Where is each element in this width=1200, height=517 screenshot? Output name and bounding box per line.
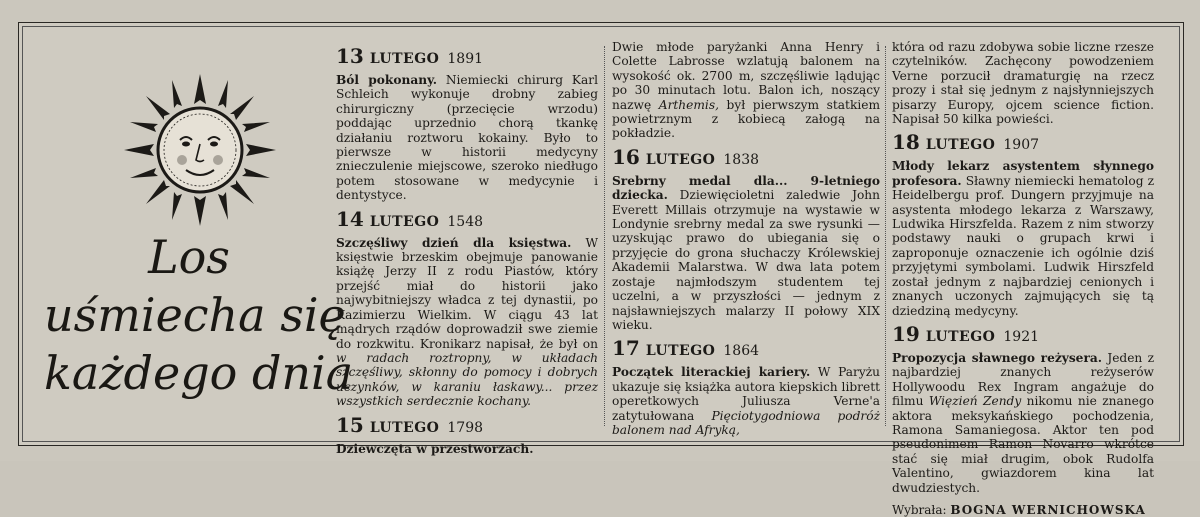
- entry-body: Niemiecki chirurg Karl Schleich wykonuje drobny zabieg chirurgiczny (przecięcie wrzodu) poddając uprzednio chorą tkankę działaniu roztworu kokainy. Było to pierwsze w historii medycyny znieczulenie miejscowe, szeroko niedługo potem stosowane w medycynie i dentystyce.: [336, 73, 598, 203]
- sun-icon: [120, 70, 280, 230]
- entry-text: [892, 159, 1154, 317]
- signature-name: BOGNA WERNICHOWSKA: [950, 502, 1146, 517]
- sun-face-illustration: [120, 70, 280, 230]
- entry-text: [612, 365, 880, 437]
- entry-month: LUTEGO: [645, 151, 716, 168]
- entry-day: 13: [336, 44, 364, 68]
- column-3: [892, 40, 1154, 517]
- balloon-name: Arthemis,: [658, 97, 719, 112]
- column-divider: [604, 46, 605, 426]
- entry-month: LUTEGO: [369, 419, 440, 436]
- entry-lead: Propozycja sławnego reżysera.: [892, 350, 1102, 365]
- entry-lead: Młody lekarz asystentem słynnego profesora.: [892, 159, 1154, 188]
- entry-body: Jeden z najbardziej znanych reżyserów Hollywoodu Rex Ingram angażuje do filmu: [892, 350, 1154, 409]
- entry-heading: [336, 46, 598, 69]
- title-line-3: każdego dnia: [44, 346, 354, 400]
- entry-body-continued: która od razu zdobywa sobie liczne rzesze czytelników. Zachęcony powodzeniem Verne porzucił dramaturgię na rzecz prozy i stał się jednym z najsłynniejszych pisarzy Europy, ojcem science fiction. Napisał 50 kilka powieści.: [892, 40, 1154, 127]
- entry-text: [336, 236, 598, 409]
- entry-body-continued: był pierwszym statkiem powietrznym z kobiecą załogą na pokładzie.: [612, 97, 881, 141]
- title-line-2: uśmiecha się: [44, 288, 346, 342]
- entry-month: LUTEGO: [925, 137, 996, 154]
- book-title: Pięciotygodniowa podróż balonem nad Afryką,: [612, 408, 881, 437]
- entry-day: 19: [892, 321, 920, 346]
- entry-day: 15: [336, 412, 364, 437]
- entry-text: [892, 351, 1154, 495]
- entry-heading: [612, 144, 880, 170]
- entry-day: 16: [612, 144, 640, 169]
- entry-body: Dwie młode paryżanki Anna Henry i Colette Labrosse wzlatują balonem na wysokość ok. 2700 m, szczęśliwie lądując po 30 minutach lotu. Balon ich, noszący nazwę: [612, 40, 880, 112]
- entry-year: 1891: [447, 51, 484, 67]
- entry-heading: [336, 412, 598, 438]
- column-2: [612, 40, 880, 439]
- entry-year: 1907: [1003, 137, 1040, 154]
- entry-year: 1921: [1003, 328, 1040, 345]
- entry-day: 17: [612, 336, 640, 361]
- entry-day: 14: [336, 206, 364, 231]
- entry-month: LUTEGO: [369, 51, 440, 67]
- entry-heading: [336, 206, 598, 232]
- entry-year: 1864: [723, 343, 760, 360]
- entry-heading: [612, 338, 880, 361]
- entry-month: LUTEGO: [369, 213, 440, 230]
- entry-lead: Ból pokonany.: [336, 73, 438, 87]
- entry-day: 18: [892, 130, 920, 155]
- signature: [892, 503, 1154, 517]
- title-line-1: Los: [148, 230, 230, 284]
- entry-heading: [892, 321, 1154, 347]
- entry-text: [336, 73, 598, 203]
- entry-lead: Srebrny medal dla... 9-letniego dziecka.: [612, 173, 880, 203]
- entry-lead: Początek literackiej kariery.: [612, 365, 811, 380]
- entry-month: LUTEGO: [925, 328, 996, 345]
- entry-body: Sławny niemiecki hematolog z Heidelbergu prof. Dungern przyjmuje na asystenta młodego lekarza z Warszawy, Ludwika Hirszfelda. Razem z nim stworzy podstawy nauki o grupach krwi i zaproponuje oznaczenie ich ogólnie dziś przyjętymi symbolami. Ludwik Hirszfeld został jednym z najbardziej cenionych i znanych uczonych zajmujących się tą dziedziną medycyny.: [892, 173, 1155, 318]
- entry-text: [336, 442, 598, 456]
- entry-text: [892, 40, 1154, 126]
- entry-year: 1798: [447, 419, 484, 436]
- entry-body: W księstwie brzeskim obejmuje panowanie książę Jerzy II z rodu Piastów, który przejść miał do historii jako najwybitniejszy władca z tej dynastii, po Kazimierzu Wielkim. W ciągu 43 lat mądrych rządów doprowadził swe ziemie do rozkwitu. Kronikarz napisał, że był on: [336, 235, 598, 351]
- signature-label: Wybrała:: [892, 502, 947, 517]
- entry-heading: [892, 132, 1154, 155]
- entry-body: Dziewięcioletni zaledwie John Everett Millais otrzymuje na wystawie w Londynie srebrny medal za swe rysunki — uzyskując prawo do ubiegania się o przyjęcie do grona słuchaczy Królewskiej Akademii Malarstwa. W dwa lata potem zostaje najmłodszym studentem tej uczelni, a w przyszłości — jednym z najsławniejszych malarzy II połowy XIX wieku.: [612, 188, 880, 332]
- film-title: Więzień Zendy: [928, 394, 1022, 409]
- entry-year: 1838: [723, 151, 760, 168]
- entry-lead: Szczęśliwy dzień dla księstwa.: [336, 235, 572, 250]
- entry-year: 1548: [447, 213, 484, 230]
- entry-body-continued: nikomu nie znanego aktora meksykańskiego pochodzenia, Ramona Samaniegosa. Aktor ten pod pseudonimem Ramon Novarro wkrótce stać się miał drugim, obok Rudolfa Valentino, gwiazdorem kina lat dwudziestych.: [892, 394, 1154, 495]
- entry-lead: Dziewczęta w przestworzach.: [336, 441, 534, 456]
- column-divider: [885, 46, 886, 426]
- column-1: [336, 40, 598, 458]
- entry-month: LUTEGO: [645, 343, 716, 360]
- entry-quote: w radach roztropny, w układach szczęśliwy, skłonny do pomocy i dobrych uczynków, w karaniu łaskawy... przez wszystkich serdecznie kochany.: [336, 350, 598, 409]
- script-title: [44, 228, 354, 402]
- entry-text: [612, 174, 880, 332]
- entry-body: W Paryżu ukazuje się książka autora kiepskich librett operetkowych Juliusza Verne'a zatytułowana: [612, 365, 880, 423]
- entry-text: [612, 40, 880, 141]
